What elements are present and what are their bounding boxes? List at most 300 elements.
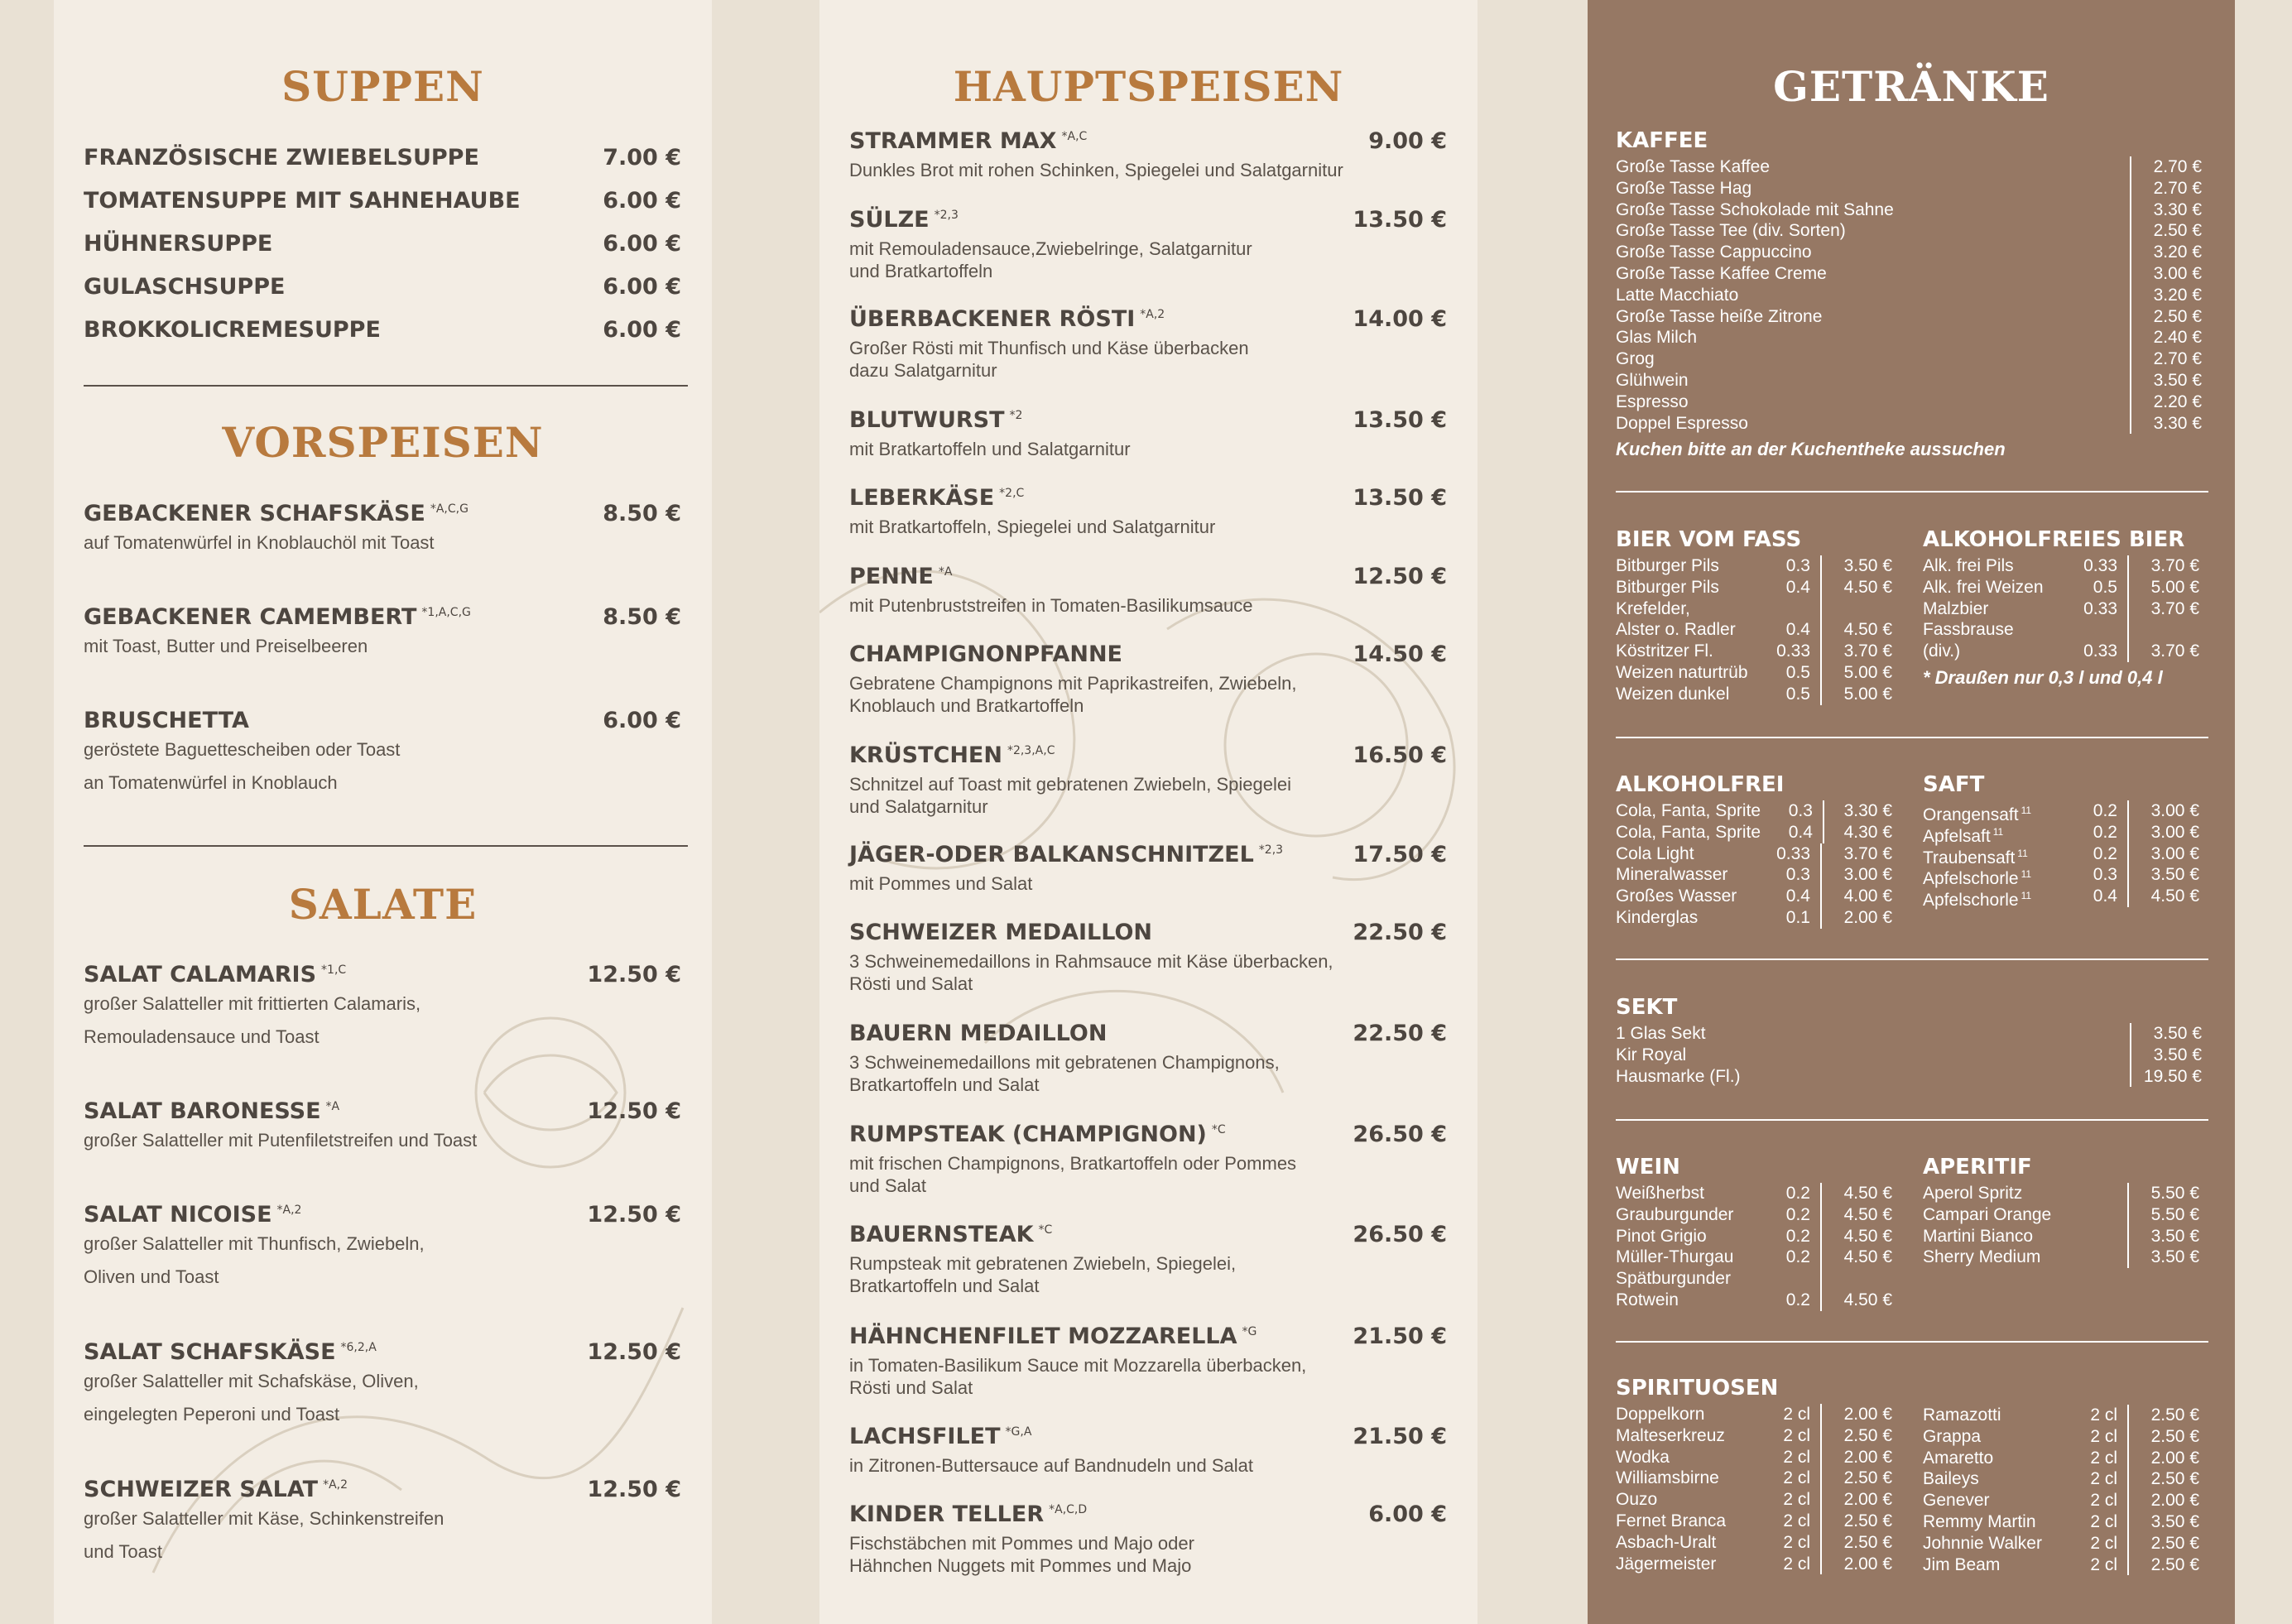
drink-size: 0.2 xyxy=(1785,1204,1810,1224)
drinks-sekt xyxy=(1616,995,2202,1087)
drink-price: 5.50 € xyxy=(2127,1204,2199,1226)
drink-name xyxy=(1616,263,2130,285)
drink-name-text: Cola Light xyxy=(1616,843,1694,863)
item-price: 16.50 € xyxy=(1353,742,1447,768)
item-name-text: SÜLZE xyxy=(849,207,930,233)
drinks-kaffee xyxy=(1616,128,2202,460)
item-name-text: LEBERKÄSE xyxy=(849,485,995,511)
section-title-salate: SALATE xyxy=(288,880,478,929)
item-price: 6.00 € xyxy=(603,708,681,733)
drink-name-text: Grauburgunder xyxy=(1616,1204,1734,1224)
drink-row xyxy=(1616,263,2202,285)
drink-name xyxy=(1616,641,1756,662)
item-name xyxy=(84,1202,301,1228)
drink-name xyxy=(1616,1489,1756,1511)
drink-price: 2.00 € xyxy=(1820,1554,1892,1575)
drink-row xyxy=(1616,1290,1892,1311)
drink-row xyxy=(1923,1554,2199,1576)
drink-name-text: Espresso xyxy=(1616,392,1689,411)
drink-price: 2.50 € xyxy=(2127,1468,2199,1490)
drink-row xyxy=(1923,1448,2199,1469)
drink-name-text: Grappa xyxy=(1923,1426,1982,1446)
section-title-hauptspeisen: HAUPTSPEISEN xyxy=(953,62,1344,111)
drink-name xyxy=(1616,1023,2130,1045)
item-name: BROKKOLICREMESUPPE xyxy=(84,317,381,343)
drink-name-text: Cola, Fanta, Sprite xyxy=(1616,801,1761,820)
drink-name xyxy=(1923,598,2064,620)
item-price: 22.50 € xyxy=(1353,1021,1447,1046)
drink-name-text: Cola, Fanta, Sprite xyxy=(1616,822,1761,842)
drink-row xyxy=(1616,1489,1892,1511)
drink-row xyxy=(1616,555,1892,577)
drink-row xyxy=(1923,1226,2199,1247)
drink-row xyxy=(1616,886,1892,907)
drink-price: 4.50 € xyxy=(1820,1247,1892,1268)
drink-name-text: Rotwein xyxy=(1616,1290,1679,1309)
drink-row xyxy=(1616,156,2202,178)
drink-row xyxy=(1923,1490,2199,1511)
drink-row xyxy=(1923,1247,2199,1268)
drink-name xyxy=(1616,348,2130,370)
drink-name-text: Apfelsaft xyxy=(1923,826,1991,846)
section-title-suppen: SUPPEN xyxy=(281,62,484,111)
drink-size: 0.33 xyxy=(2083,641,2117,661)
drink-row xyxy=(1616,1045,2202,1066)
drink-name xyxy=(1923,1490,2064,1511)
drink-price: 3.00 € xyxy=(2127,822,2199,843)
drink-name-text: Wodka xyxy=(1616,1447,1670,1467)
drink-row xyxy=(1616,242,2202,263)
item-price: 17.50 € xyxy=(1353,842,1447,867)
drink-price: 3.70 € xyxy=(2127,598,2199,620)
menu-item xyxy=(849,564,1447,617)
drink-price xyxy=(1820,598,1892,620)
drink-price: 2.40 € xyxy=(2130,327,2202,348)
drink-row xyxy=(1923,641,2199,662)
item-name xyxy=(849,1021,1107,1046)
item-header xyxy=(84,1477,681,1502)
drink-row xyxy=(1616,1532,1892,1554)
drink-row xyxy=(1616,306,2202,328)
item-description: 3 Schweinemedaillons in Rahmsauce mit Käse überbacken, Rösti und Salat xyxy=(849,951,1333,994)
alkoholfreies-bier-list xyxy=(1923,555,2199,662)
drink-price: 4.30 € xyxy=(1823,822,1892,843)
item-name xyxy=(84,604,471,630)
allergen-codes: *A xyxy=(938,565,953,579)
item-price: 26.50 € xyxy=(1353,1122,1447,1147)
drink-size: 0.2 xyxy=(2093,822,2117,842)
item-name-text: LACHSFILET xyxy=(849,1424,1001,1449)
drink-row xyxy=(1923,864,2199,889)
drink-name xyxy=(1616,619,1756,641)
item-price: 13.50 € xyxy=(1353,207,1447,233)
item-name xyxy=(849,1222,1052,1247)
item-description: mit frischen Champignons, Bratkartoffeln oder Pommes und Salat xyxy=(849,1153,1297,1196)
divider xyxy=(84,385,688,387)
bier-list xyxy=(1616,555,1892,705)
item-name xyxy=(849,128,1087,154)
drink-size: 2 cl xyxy=(2090,1491,2117,1511)
item-name xyxy=(849,641,1122,667)
drink-name-text: Glühwein xyxy=(1616,370,1689,390)
drink-name-text: Baileys xyxy=(1923,1469,1979,1489)
allergen-codes: *A xyxy=(325,1100,340,1113)
drink-name xyxy=(1923,843,2064,865)
drink-price xyxy=(2127,619,2199,641)
drink-name xyxy=(1616,242,2130,263)
item-price: 6.00 € xyxy=(603,188,681,214)
item-description: mit Toast, Butter und Preiselbeeren xyxy=(84,636,368,656)
drink-name-text: Asbach-Uralt xyxy=(1616,1532,1717,1552)
drink-name xyxy=(1616,327,2130,348)
item-price: 12.50 € xyxy=(587,1477,681,1502)
drink-price: 2.20 € xyxy=(2130,392,2202,413)
drink-name-text: Ouzo xyxy=(1616,1490,1658,1510)
drink-name-text: Große Tasse Tee (div. Sorten) xyxy=(1616,221,1846,241)
drink-row xyxy=(1923,619,2199,641)
drink-name-text: Campari Orange xyxy=(1923,1204,2052,1224)
divider xyxy=(1616,1119,2208,1121)
drink-price: 3.50 € xyxy=(2130,1045,2202,1066)
drink-name-text: Fernet Branca xyxy=(1616,1511,1727,1530)
drink-price: 2.50 € xyxy=(2127,1533,2199,1554)
item-name-text: GEBACKENER CAMEMBERT xyxy=(84,604,417,630)
item-name: FRANZÖSISCHE ZWIEBELSUPPE xyxy=(84,145,479,171)
drink-price: 3.70 € xyxy=(2127,641,2199,662)
item-header xyxy=(84,604,681,630)
drink-size: 2 cl xyxy=(1783,1554,1810,1574)
item-price: 26.50 € xyxy=(1353,1222,1447,1247)
item-name xyxy=(849,842,1283,867)
drink-row xyxy=(1923,1511,2199,1533)
drinks-saft xyxy=(1923,772,2199,910)
item-header xyxy=(84,962,681,987)
item-description: in Tomaten-Basilikum Sauce mit Mozzarella überbacken, Rösti und Salat xyxy=(849,1355,1307,1398)
drink-name-text: Kinderglas xyxy=(1616,907,1699,927)
drink-size: 2 cl xyxy=(2090,1554,2117,1574)
menu-item xyxy=(84,962,681,1054)
soup-item xyxy=(84,231,681,257)
drink-row xyxy=(1616,1468,1892,1489)
wein-list xyxy=(1616,1183,1892,1311)
drink-name xyxy=(1616,285,2130,306)
item-description: auf Tomatenwürfel in Knoblauchöl mit Toast xyxy=(84,532,435,553)
drink-price: 2.00 € xyxy=(1820,1447,1892,1468)
drink-size: 0.4 xyxy=(1788,822,1813,842)
item-price: 8.50 € xyxy=(603,501,681,526)
drink-name xyxy=(1616,822,1761,843)
item-name xyxy=(849,485,1024,511)
item-name xyxy=(84,962,346,987)
item-name-text: HÄHNCHENFILET MOZZARELLA xyxy=(849,1324,1237,1349)
drink-name xyxy=(1616,392,2130,413)
drink-size: 2 cl xyxy=(1783,1405,1810,1424)
drink-price: 4.50 € xyxy=(2127,886,2199,907)
drink-price: 3.20 € xyxy=(2130,285,2202,306)
drink-name xyxy=(1616,1554,1756,1575)
drink-size: 0.5 xyxy=(2093,577,2117,597)
drink-name-text: Remmy Martin xyxy=(1923,1511,2036,1531)
drink-name-text: Bitburger Pils xyxy=(1616,556,1719,575)
item-name xyxy=(84,501,468,526)
drink-price: 2.00 € xyxy=(1820,1489,1892,1511)
drink-name xyxy=(1616,1183,1756,1204)
kaffee-list xyxy=(1616,156,2202,434)
item-description: mit Remouladensauce,Zwiebelringe, Salatgarnitur und Bratkartoffeln xyxy=(849,238,1252,281)
item-price: 14.50 € xyxy=(1353,641,1447,667)
drink-name-text: Große Tasse Kaffee Creme xyxy=(1616,263,1827,283)
item-name-text: SALAT SCHAFSKÄSE xyxy=(84,1339,336,1365)
drink-size: 2 cl xyxy=(1783,1511,1810,1530)
drinks-wein xyxy=(1616,1155,1892,1311)
drink-row xyxy=(1616,178,2202,199)
drink-name xyxy=(1923,822,2064,846)
drink-price: 4.00 € xyxy=(1820,886,1892,907)
item-header xyxy=(849,306,1447,332)
drink-price: 5.00 € xyxy=(1820,684,1892,705)
section-title-getraenke: GETRÄNKE xyxy=(1773,62,2049,111)
item-header xyxy=(849,742,1447,768)
drink-price: 3.50 € xyxy=(2127,1511,2199,1533)
drink-row xyxy=(1616,641,1892,662)
drink-price: 3.00 € xyxy=(2127,800,2199,822)
drink-price: 3.30 € xyxy=(1823,800,1892,822)
drink-name xyxy=(1616,220,2130,242)
drink-name-text: Hausmarke (Fl.) xyxy=(1616,1066,1741,1086)
item-name xyxy=(849,306,1165,332)
drink-name xyxy=(1616,1045,2130,1066)
allergen-codes: *1,A,C,G xyxy=(421,606,471,619)
allergen-codes: *C xyxy=(1211,1123,1226,1136)
item-price: 6.00 € xyxy=(603,231,681,257)
drink-size xyxy=(2064,619,2127,641)
item-name xyxy=(849,1324,1257,1349)
drinks-wein-title: WEIN xyxy=(1616,1155,1680,1180)
item-header xyxy=(84,501,681,526)
drink-size: 0.5 xyxy=(1785,662,1810,682)
drink-name xyxy=(1616,1290,1756,1311)
drink-price: 4.50 € xyxy=(1820,1204,1892,1226)
item-name xyxy=(84,1339,377,1365)
item-header xyxy=(849,1122,1447,1147)
menu-item xyxy=(849,407,1447,460)
drink-name xyxy=(1616,1268,1756,1290)
drink-price xyxy=(1820,1268,1892,1290)
menu-item xyxy=(849,128,1447,181)
drink-row xyxy=(1923,1468,2199,1490)
drink-price: 2.50 € xyxy=(1820,1511,1892,1532)
drink-name xyxy=(1616,1511,1756,1532)
item-description: großer Salatteller mit Käse, Schinkenstreifen und Toast xyxy=(84,1508,444,1562)
drink-size: 0.2 xyxy=(1785,1184,1810,1203)
item-name-text: BLUTWURST xyxy=(849,407,1005,433)
drink-name-text: Glas Milch xyxy=(1616,328,1698,348)
drink-name-text: Latte Macchiato xyxy=(1616,285,1739,305)
drink-size: 0.2 xyxy=(1785,1290,1810,1309)
drink-name-text: Jägermeister xyxy=(1616,1554,1717,1574)
drink-size: 2 cl xyxy=(2090,1426,2117,1446)
menu-item xyxy=(849,742,1447,818)
drink-price: 2.50 € xyxy=(1820,1532,1892,1554)
menu-item xyxy=(84,1202,681,1294)
allergen-codes: *A,C xyxy=(1061,130,1088,143)
allergen-codes: *A,C,D xyxy=(1049,1503,1088,1516)
drink-name xyxy=(1923,1204,2127,1226)
menu-item xyxy=(849,1021,1447,1096)
allergen-codes: *2 xyxy=(1009,409,1023,422)
item-description: mit Putenbruststreifen in Tomaten-Basilikumsauce xyxy=(849,595,1253,616)
drink-row xyxy=(1616,1404,1892,1425)
menu-item xyxy=(849,920,1447,995)
menu-item xyxy=(849,207,1447,282)
drink-row xyxy=(1616,413,2202,435)
drink-name xyxy=(1923,1247,2127,1268)
drink-sup: 11 xyxy=(1992,825,2004,838)
drink-name-text: Krefelder, xyxy=(1616,598,1690,618)
drink-name xyxy=(1923,1533,2064,1554)
drink-size: 2 cl xyxy=(2090,1469,2117,1489)
drink-name xyxy=(1616,907,1756,929)
drink-row xyxy=(1616,1511,1892,1532)
allergen-codes: *G xyxy=(1242,1325,1257,1338)
item-name-text: STRAMMER MAX xyxy=(849,128,1057,154)
drink-name-text: Pinot Grigio xyxy=(1616,1226,1707,1246)
allergen-codes: *A,2 xyxy=(276,1204,302,1217)
allergen-codes: *2,3 xyxy=(934,209,959,222)
drink-name xyxy=(1616,555,1756,577)
item-header xyxy=(84,1339,681,1365)
item-name xyxy=(84,1098,339,1124)
drink-price: 3.70 € xyxy=(1820,843,1892,865)
drink-row xyxy=(1616,577,1892,598)
drink-sup: 11 xyxy=(2021,868,2032,881)
item-header xyxy=(849,485,1447,511)
drink-name-text: Weißherbst xyxy=(1616,1184,1704,1203)
aperitif-list xyxy=(1923,1183,2199,1268)
gutter-left xyxy=(0,0,54,1624)
drink-price: 4.50 € xyxy=(1820,619,1892,641)
drink-name xyxy=(1923,1226,2127,1247)
drinks-spirituosen-2 xyxy=(1923,1405,2199,1575)
alkoholfreies-bier-note: * Draußen nur 0,3 l und 0,4 l xyxy=(1923,666,2163,688)
item-description: mit Pommes und Salat xyxy=(849,873,1033,894)
drink-row xyxy=(1616,619,1892,641)
item-description: mit Bratkartoffeln, Spiegelei und Salatgarnitur xyxy=(849,517,1216,537)
drink-size: 2 cl xyxy=(1783,1490,1810,1510)
drink-price: 2.00 € xyxy=(1820,907,1892,929)
drink-price: 2.70 € xyxy=(2130,156,2202,178)
soup-item xyxy=(84,188,681,214)
drink-size: 0.2 xyxy=(1785,1226,1810,1246)
drink-size: 0.4 xyxy=(1785,577,1810,597)
drink-sup: 11 xyxy=(2021,890,2032,902)
drink-price: 2.70 € xyxy=(2130,348,2202,370)
item-price: 12.50 € xyxy=(587,1202,681,1228)
drink-row xyxy=(1616,348,2202,370)
allergen-codes: *C xyxy=(1038,1223,1053,1237)
drink-sup: 11 xyxy=(2017,847,2028,859)
item-name xyxy=(84,1477,348,1502)
item-name: GULASCHSUPPE xyxy=(84,274,286,300)
menu-item xyxy=(849,1424,1447,1477)
alkoholfrei-list xyxy=(1616,800,1892,929)
drink-name-text: Williamsbirne xyxy=(1616,1468,1719,1488)
drink-row xyxy=(1923,800,2199,822)
item-name xyxy=(849,1122,1226,1147)
drink-name xyxy=(1923,1426,2064,1448)
item-price: 22.50 € xyxy=(1353,920,1447,945)
drink-name-text: Ramazotti xyxy=(1923,1405,2001,1425)
drink-name xyxy=(1616,1404,1756,1425)
drink-price: 2.50 € xyxy=(1820,1425,1892,1447)
drinks-alkoholfrei xyxy=(1616,772,1892,929)
drink-size: 0.33 xyxy=(1776,641,1810,661)
item-name-text: KINDER TELLER xyxy=(849,1501,1045,1527)
drinks-aperitif xyxy=(1923,1155,2199,1268)
soup-item xyxy=(84,274,681,300)
item-price: 21.50 € xyxy=(1353,1424,1447,1449)
item-price: 12.50 € xyxy=(1353,564,1447,589)
item-description: in Zitronen-Buttersauce auf Bandnudeln und Salat xyxy=(849,1455,1253,1476)
drink-name-text: Große Tasse Hag xyxy=(1616,178,1752,198)
drink-row xyxy=(1923,886,2199,910)
allergen-codes: *A,C,G xyxy=(430,502,468,516)
drink-name xyxy=(1923,1405,2064,1426)
drink-size: 2 cl xyxy=(2090,1448,2117,1468)
drink-size: 0.3 xyxy=(1785,865,1810,885)
item-price: 6.00 € xyxy=(1368,1501,1447,1527)
drink-size: 0.2 xyxy=(2093,801,2117,820)
drink-name xyxy=(1616,598,1756,620)
item-description: großer Salatteller mit Schafskäse, Oliven, eingelegten Peperoni und Toast xyxy=(84,1371,419,1425)
item-name-text: GEBACKENER SCHAFSKÄSE xyxy=(84,501,425,526)
drink-name xyxy=(1616,413,2130,435)
menu-item xyxy=(849,842,1447,895)
drink-row xyxy=(1923,1183,2199,1204)
drink-size: 0.2 xyxy=(1785,1247,1810,1267)
drink-name xyxy=(1923,555,2064,577)
menu-item xyxy=(84,1098,681,1157)
drink-size: 2 cl xyxy=(2090,1533,2117,1553)
drink-name xyxy=(1616,684,1756,705)
drink-row xyxy=(1616,907,1892,929)
gutter-right xyxy=(2235,0,2292,1624)
item-header xyxy=(849,564,1447,589)
menu-item xyxy=(84,604,681,663)
drink-row xyxy=(1616,1066,2202,1088)
item-description: großer Salatteller mit Thunfisch, Zwiebeln, Oliven und Toast xyxy=(84,1233,425,1287)
drink-price: 2.50 € xyxy=(2130,306,2202,328)
menu-item xyxy=(849,641,1447,717)
drink-name-text: Sherry Medium xyxy=(1923,1247,2041,1267)
allergen-codes: *2,3,A,C xyxy=(1007,744,1055,757)
drink-name xyxy=(1616,864,1756,886)
drink-name-text: Spätburgunder xyxy=(1616,1269,1731,1289)
item-price: 9.00 € xyxy=(1368,128,1447,154)
spirituosen-list-1 xyxy=(1616,1404,1892,1574)
menu-item xyxy=(849,1122,1447,1197)
drink-name xyxy=(1923,886,2064,910)
drink-price: 3.50 € xyxy=(2130,1023,2202,1045)
item-description: großer Salatteller mit Putenfiletstreifen und Toast xyxy=(84,1130,478,1151)
item-price: 6.00 € xyxy=(603,317,681,343)
drink-name-text: Große Tasse Cappuccino xyxy=(1616,243,1812,262)
divider xyxy=(1616,959,2208,960)
item-name-text: SCHWEIZER SALAT xyxy=(84,1477,319,1502)
menu-item xyxy=(849,1324,1447,1399)
item-name-text: JÄGER-ODER BALKANSCHNITZEL xyxy=(849,842,1254,867)
drink-name-text: Kir Royal xyxy=(1616,1045,1687,1064)
